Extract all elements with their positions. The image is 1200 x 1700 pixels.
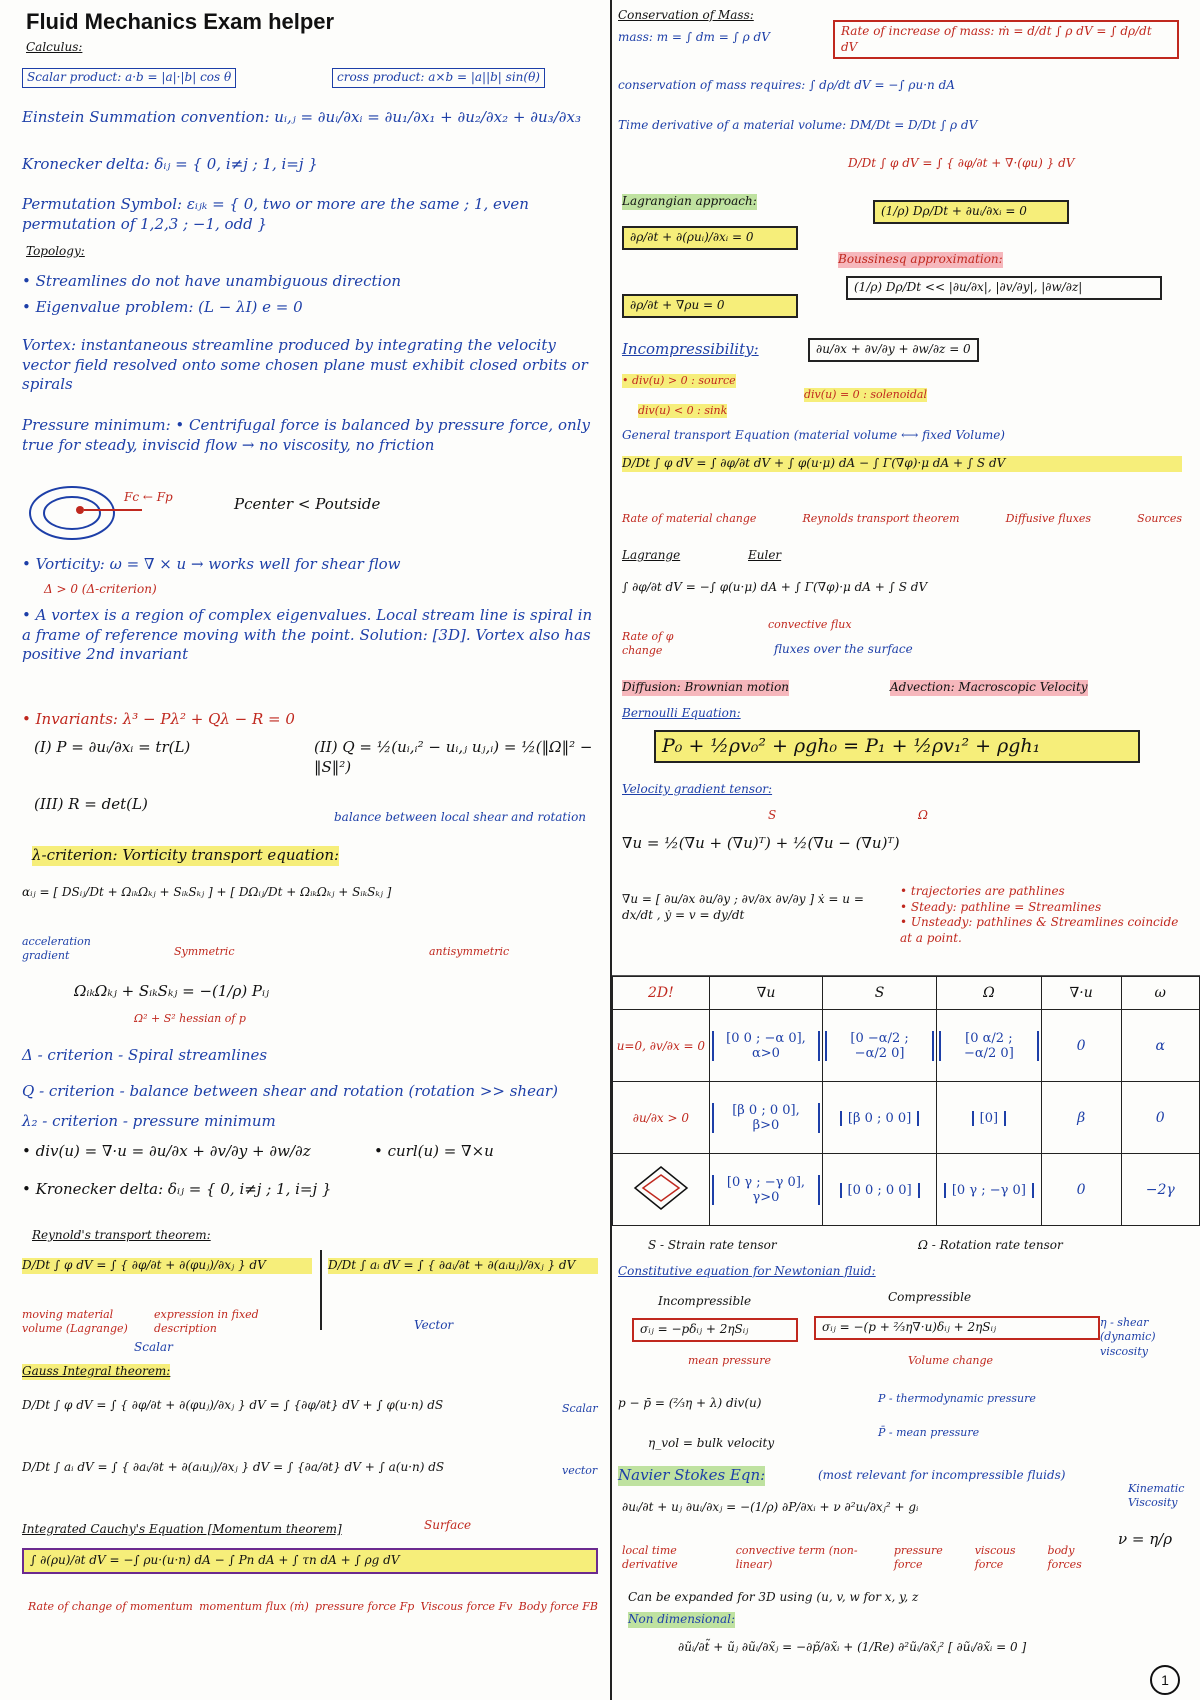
- vgt-s-label: S: [768, 808, 777, 822]
- transport-term-label: Reynolds transport theorem: [802, 512, 960, 525]
- cauchy-term-label: momentum flux (ṁ): [199, 1600, 309, 1613]
- convective-flux-label: convective flux: [768, 618, 852, 631]
- column-divider: [610, 0, 612, 1700]
- euler-label: Euler: [748, 548, 782, 562]
- ns-term-label: convective term (non-linear): [735, 1544, 858, 1572]
- vortex-definition: Vortex: instantaneous streamline produced by integrating the velocity vector field resolved onto some chosen plane must exhibit closed orbits or spirals: [22, 336, 588, 393]
- scalar-label: Scalar: [134, 1340, 173, 1354]
- cauchy-heading: Integrated Cauchy's Equation [Momentum theorem]: [22, 1522, 342, 1536]
- eta-note: η - shear (dynamic) viscosity: [1100, 1316, 1156, 1358]
- thermodynamic-pressure: P - thermodynamic pressure: [878, 1392, 1036, 1405]
- non-dimensional-heading: Non dimensional:: [628, 1612, 735, 1626]
- rtt-scalar: D/Dt ∫ φ dV = ∫ { ∂φ/∂t + ∂(φuⱼ)/∂xⱼ } dV: [22, 1258, 312, 1274]
- mean-pressure-label: mean pressure: [688, 1354, 772, 1367]
- div-source: • div(u) > 0 : source: [622, 374, 736, 387]
- lagrangian-eq-1: ∂ρ/∂t + ∂(ρuᵢ)/∂xᵢ = 0: [622, 226, 798, 250]
- constitutive-incompressible: σᵢⱼ = −pδᵢⱼ + 2ηSᵢⱼ: [632, 1318, 798, 1342]
- omega-matrix: [0 α/2 ; −α/2 0]: [939, 1031, 1039, 1061]
- ns-term-label: body forces: [1047, 1544, 1082, 1572]
- vgt-omega-label: Ω: [918, 808, 928, 822]
- cauchy-term-label: Rate of change of momentum: [28, 1600, 193, 1613]
- q-criterion-line: Q - criterion - balance between shear and rotation (rotation >> shear): [22, 1082, 558, 1100]
- transport-term-label: Diffusive fluxes: [1005, 512, 1092, 525]
- constitutive-compressible: σᵢⱼ = −(p + ⅔η∇·u)δᵢⱼ + 2ηSᵢⱼ: [814, 1316, 1100, 1340]
- strain-rate-label: S - Strain rate tensor: [648, 1238, 777, 1252]
- incompressibility-heading: Incompressibility:: [622, 340, 759, 358]
- invariants-heading: • Invariants: λ³ − Pλ² + Qλ − R = 0: [22, 710, 295, 728]
- calculus-heading: Calculus:: [26, 40, 83, 54]
- lambda2-criterion-line: λ₂ - criterion - pressure minimum: [22, 1112, 276, 1130]
- vgt-matrix: ∇u = [ ∂u/∂x ∂u/∂y ; ∂v/∂x ∂v/∂y ] ẋ = u = dx/dt , ẏ = v = dy/dt: [622, 892, 864, 922]
- acceleration-gradient: acceleration gradient: [22, 935, 91, 963]
- incompressibility-equation: ∂u/∂x + ∂v/∂y + ∂w/∂z = 0: [808, 338, 979, 362]
- lambda-criterion: λ-criterion: Vorticity transport equation:: [32, 846, 340, 864]
- mean-pressure-note: P̄ - mean pressure: [878, 1426, 980, 1439]
- table-header: ∇·u: [1041, 977, 1121, 1010]
- flow-types-table: [612, 976, 1200, 1226]
- vorticity-value: −2γ: [1121, 1154, 1200, 1226]
- pressure-center: Pcenter < Poutside: [234, 495, 381, 513]
- ns-term-label: local time derivative: [622, 1544, 678, 1572]
- lagrangian-eq-2: ∂ρ/∂t + ∇ρu = 0: [622, 294, 798, 318]
- pressure-equation: p − p̄ = (⅔η + λ) div(u): [618, 1396, 762, 1410]
- alpha-equation: αᵢⱼ = [ DSᵢⱼ/Dt + ΩᵢₖΩₖⱼ + SᵢₖSₖⱼ ] + [ DΩᵢⱼ/Dt + ΩᵢₖΩₖⱼ + SᵢₖSₖⱼ ]: [22, 885, 392, 899]
- invariant-3: (III) R = det(L): [34, 795, 148, 813]
- general-transport-heading: General transport Equation (material volume ⟷ fixed Volume): [622, 428, 1005, 442]
- cauchy-term-label: pressure force Fp: [315, 1600, 415, 1613]
- conservation-of-mass: Conservation of Mass:: [618, 8, 754, 22]
- hessian-note: Ω² + S² hessian of p: [134, 1012, 246, 1025]
- div-value: β: [1041, 1082, 1121, 1154]
- gauss-vector: D/Dt ∫ aᵢ dV = ∫ { ∂aᵢ/∂t + ∂(aᵢuⱼ)/∂xⱼ } dV = ∫ {∂a/∂t} dV + ∫ a(u·n) dS: [22, 1460, 445, 1474]
- row-label: u=0, ∂v/∂x = 0: [613, 1010, 710, 1082]
- incompressible-label: Incompressible: [658, 1294, 752, 1308]
- row-label: [613, 1154, 710, 1226]
- trajectory-notes: [900, 884, 1190, 946]
- expanded-note: Can be expanded for 3D using (u, v, w for x, y, z: [628, 1590, 919, 1604]
- diffusion-label: Diffusion: Brownian motion: [622, 680, 790, 694]
- omega-matrix: [0 γ ; −γ 0]: [944, 1183, 1034, 1198]
- time-derivative-expanded: D/Dt ∫ φ dV = ∫ { ∂φ/∂t + ∇·(φu) } dV: [848, 156, 1075, 170]
- vortex-sketch: [22, 478, 152, 548]
- ns-term-label: viscous force: [974, 1544, 1016, 1572]
- lagrangian-heading: Lagrangian approach:: [622, 194, 757, 208]
- navier-stokes-note: (most relevant for incompressible fluids): [818, 1468, 1066, 1482]
- invariant-1: (I) P = ∂uᵢ/∂xᵢ = tr(L): [34, 738, 191, 756]
- navier-stokes-heading: Navier Stokes Eqn:: [618, 1466, 766, 1484]
- topology-heading: Topology:: [26, 244, 85, 258]
- div-value: 0: [1041, 1010, 1121, 1082]
- table-header: S: [823, 977, 937, 1010]
- rotation-sketch: [631, 1163, 691, 1213]
- fluxes-over-surface: fluxes over the surface: [774, 642, 913, 656]
- kinematic-viscosity-label: Kinematic Viscosity: [1128, 1482, 1185, 1510]
- trajectory-note: • trajectories are pathlines: [900, 884, 1065, 898]
- nu-equation: ν = η/ρ: [1118, 1530, 1173, 1548]
- permutation-symbol: Permutation Symbol: εᵢⱼₖ = { 0, two or more are the same ; 1, even permutation of 1,2,3 ; −1, odd }: [22, 195, 529, 233]
- vgt-decomposition: ∇u = ½(∇u + (∇u)ᵀ) + ½(∇u − (∇u)ᵀ): [622, 834, 900, 852]
- eigenvalue-problem: • Eigenvalue problem: (L − λI) e = 0: [22, 298, 303, 316]
- navier-stokes-labels: [622, 1544, 1112, 1573]
- gauss-scalar-label: Scalar: [562, 1402, 598, 1415]
- general-transport-labels: [622, 512, 1182, 526]
- gauss-heading: Gauss Integral theorem:: [22, 1364, 171, 1378]
- conservation-requires: conservation of mass requires: ∫ dρ/dt dV = −∫ ρu·n dA: [618, 78, 955, 92]
- general-transport-2: ∫ ∂φ/∂t dV = −∫ φ(u·μ) dA + ∫ Γ(∇φ)·μ dA + ∫ S dV: [622, 580, 928, 594]
- rtt-vector: D/Dt ∫ aᵢ dV = ∫ { ∂aᵢ/∂t + ∂(aᵢuⱼ)/∂xⱼ } dV: [328, 1258, 598, 1274]
- pressure-minimum: Pressure minimum: • Centrifugal force is balanced by pressure force, only true for steady, inviscid flow → no viscosity, no friction: [22, 416, 590, 454]
- rotation-rate-label: Ω - Rotation rate tensor: [918, 1238, 1063, 1252]
- curl-line: • curl(u) = ∇×u: [374, 1142, 494, 1160]
- vorticity-value: 0: [1121, 1082, 1200, 1154]
- cauchy-term-label: Body force FB: [518, 1600, 598, 1613]
- cauchy-term-label: Viscous force Fv: [420, 1600, 513, 1613]
- table-row: [613, 1010, 1200, 1082]
- omega-matrix: [0]: [972, 1111, 1006, 1126]
- grad-matrix: [0 γ ; −γ 0], γ>0: [712, 1175, 820, 1205]
- time-derivative: Time derivative of a material volume: DM/Dt = D/Dt ∫ ρ dV: [618, 118, 978, 132]
- gauss-vector-label: vector: [562, 1464, 598, 1477]
- einstein-summation: Einstein Summation convention: uᵢ,ⱼ = ∂uᵢ/∂xᵢ = ∂u₁/∂x₁ + ∂u₂/∂x₂ + ∂u₃/∂x₃: [22, 108, 581, 126]
- boussinesq-equation: (1/ρ) Dρ/Dt << |∂u/∂x|, |∂v/∂y|, |∂w/∂z|: [846, 276, 1162, 300]
- scalar-product: Scalar product: a·b = |a|·|b| cos θ: [22, 68, 236, 88]
- bernoulli-heading: Bernoulli Equation:: [622, 706, 741, 720]
- bernoulli-equation: P₀ + ½ρv₀² + ρgh₀ = P₁ + ½ρv₁² + ρgh₁: [654, 730, 1140, 763]
- lagrangian-eq-3: (1/ρ) Dρ/Dt + ∂uᵢ/∂xᵢ = 0: [873, 200, 1069, 224]
- table-header: ∇u: [709, 977, 822, 1010]
- transport-term-label: Sources: [1137, 512, 1182, 525]
- s-matrix: [0 −α/2 ; −α/2 0]: [825, 1031, 934, 1061]
- trajectory-note: • Unsteady: pathlines & Streamlines coincide at a point.: [900, 915, 1179, 945]
- row-label: ∂u/∂x > 0: [613, 1082, 710, 1154]
- page-number: 1: [1150, 1665, 1180, 1695]
- gauss-scalar: D/Dt ∫ φ dV = ∫ { ∂φ/∂t + ∂(φuⱼ)/∂xⱼ } dV = ∫ {∂φ/∂t} dV + ∫ φ(u·n) dS: [22, 1398, 444, 1412]
- surface-label: Surface: [424, 1518, 472, 1532]
- ns-term-label: pressure force: [893, 1544, 943, 1572]
- vorticity-value: α: [1121, 1010, 1200, 1082]
- table-row: [613, 1154, 1200, 1226]
- div-value: 0: [1041, 1154, 1121, 1226]
- force-labels: Fc ← Fp: [124, 490, 173, 504]
- table-header: 2D!: [613, 977, 710, 1010]
- divergence-line: • div(u) = ∇·u = ∂u/∂x + ∂v/∂y + ∂w/∂z: [22, 1142, 311, 1160]
- s-matrix: [0 0 ; 0 0]: [840, 1183, 920, 1198]
- vortex-region: • A vortex is a region of complex eigenvalues. Local stream line is spiral in a frame of reference moving with the point. Solution: [3D]. Vortex also has positive 2nd invariant: [22, 606, 593, 663]
- invariant-2: (II) Q = ½(uᵢ,ᵢ² − uᵢ,ⱼ uⱼ,ᵢ) = ½(‖Ω‖² − ‖S‖²): [314, 738, 593, 776]
- kronecker-delta-2: • Kronecker delta: δᵢⱼ = { 0, i≠j ; 1, i=j }: [22, 1180, 332, 1198]
- antisymmetric-label: antisymmetric: [429, 945, 510, 958]
- lagrange-label: Lagrange: [622, 548, 681, 562]
- s-matrix: [β 0 ; 0 0]: [840, 1111, 919, 1126]
- streamlines-note: • Streamlines do not have unambiguous direction: [22, 272, 402, 290]
- table-header: Ω: [937, 977, 1042, 1010]
- advection-label: Advection: Macroscopic Velocity: [890, 680, 1088, 694]
- non-dimensional-equation: ∂ũᵢ/∂t̃ + ũⱼ ∂ũᵢ/∂x̃ⱼ = −∂p̃/∂x̃ᵢ + (1/Re) ∂²ũᵢ/∂x̃ⱼ² [ ∂ũᵢ/∂x̃ᵢ = 0 ]: [678, 1640, 1027, 1654]
- navier-stokes-equation: ∂uᵢ/∂t + uⱼ ∂uᵢ/∂xⱼ = −(1/ρ) ∂P/∂xᵢ + ν ∂²uᵢ/∂xⱼ² + gᵢ: [622, 1500, 919, 1514]
- volume-change-label: Volume change: [908, 1354, 994, 1367]
- mass-definition: mass: m = ∫ dm = ∫ ρ dV: [618, 30, 770, 44]
- div-sink: div(u) < 0 : sink: [638, 404, 728, 417]
- general-transport-equation: D/Dt ∫ φ dV = ∫ ∂φ/∂t dV + ∫ φ(u·μ) dA − ∫ Γ(∇φ)·μ dA + ∫ S dV: [622, 456, 1182, 472]
- rate-of-increase: Rate of increase of mass: ṁ = d/dt ∫ ρ dV = ∫ dρ/dt dV: [833, 20, 1179, 59]
- expression-fixed-label: expression in fixed description: [154, 1308, 259, 1336]
- reynolds-heading: Reynold's transport theorem:: [32, 1228, 211, 1242]
- div-solenoidal: div(u) = 0 : solenoidal: [804, 388, 927, 401]
- balance-note: balance between local shear and rotation: [334, 810, 587, 824]
- bulk-viscosity: η_vol = bulk velocity: [648, 1436, 775, 1450]
- table-header: ω: [1121, 977, 1200, 1010]
- moving-material-label: moving material volume (Lagrange): [22, 1308, 128, 1336]
- table-row: [613, 1082, 1200, 1154]
- rate-phi-label: Rate of φ change: [622, 630, 674, 658]
- page-title: Fluid Mechanics Exam helper: [26, 9, 335, 34]
- grad-matrix: [0 0 ; −α 0], α>0: [712, 1031, 820, 1061]
- hessian-equation: ΩᵢₖΩₖⱼ + SᵢₖSₖⱼ = −(1/ρ) Pᵢⱼ: [74, 982, 270, 1000]
- compressible-label: Compressible: [888, 1290, 972, 1304]
- cauchy-labels: [28, 1600, 598, 1614]
- vorticity-def: • Vorticity: ω = ∇ × u → works well for shear flow: [22, 555, 401, 573]
- cross-product: cross product: a×b = |a||b| sin(θ): [332, 68, 545, 88]
- trajectory-note: • Steady: pathline = Streamlines: [900, 899, 1102, 914]
- rtt-separator: [320, 1250, 322, 1330]
- constitutive-heading: Constitutive equation for Newtonian fluid:: [618, 1264, 876, 1278]
- boussinesq-heading: Boussinesq approximation:: [838, 252, 1003, 266]
- delta-criterion-line: Δ - criterion - Spiral streamlines: [22, 1046, 268, 1064]
- symmetric-label: Symmetric: [174, 945, 235, 958]
- delta-criterion-note: Δ > 0 (Δ-criterion): [44, 582, 157, 596]
- velocity-gradient-heading: Velocity gradient tensor:: [622, 782, 773, 796]
- cauchy-equation: ∫ ∂(ρu)/∂t dV = −∫ ρu·(u·n) dA − ∫ Pn dA + ∫ τn dA + ∫ ρg dV: [22, 1548, 598, 1574]
- transport-term-label: Rate of material change: [622, 512, 757, 525]
- vector-label: Vector: [414, 1318, 454, 1332]
- kronecker-delta: Kronecker delta: δᵢⱼ = { 0, i≠j ; 1, i=j }: [22, 155, 318, 173]
- grad-matrix: [β 0 ; 0 0], β>0: [712, 1103, 820, 1133]
